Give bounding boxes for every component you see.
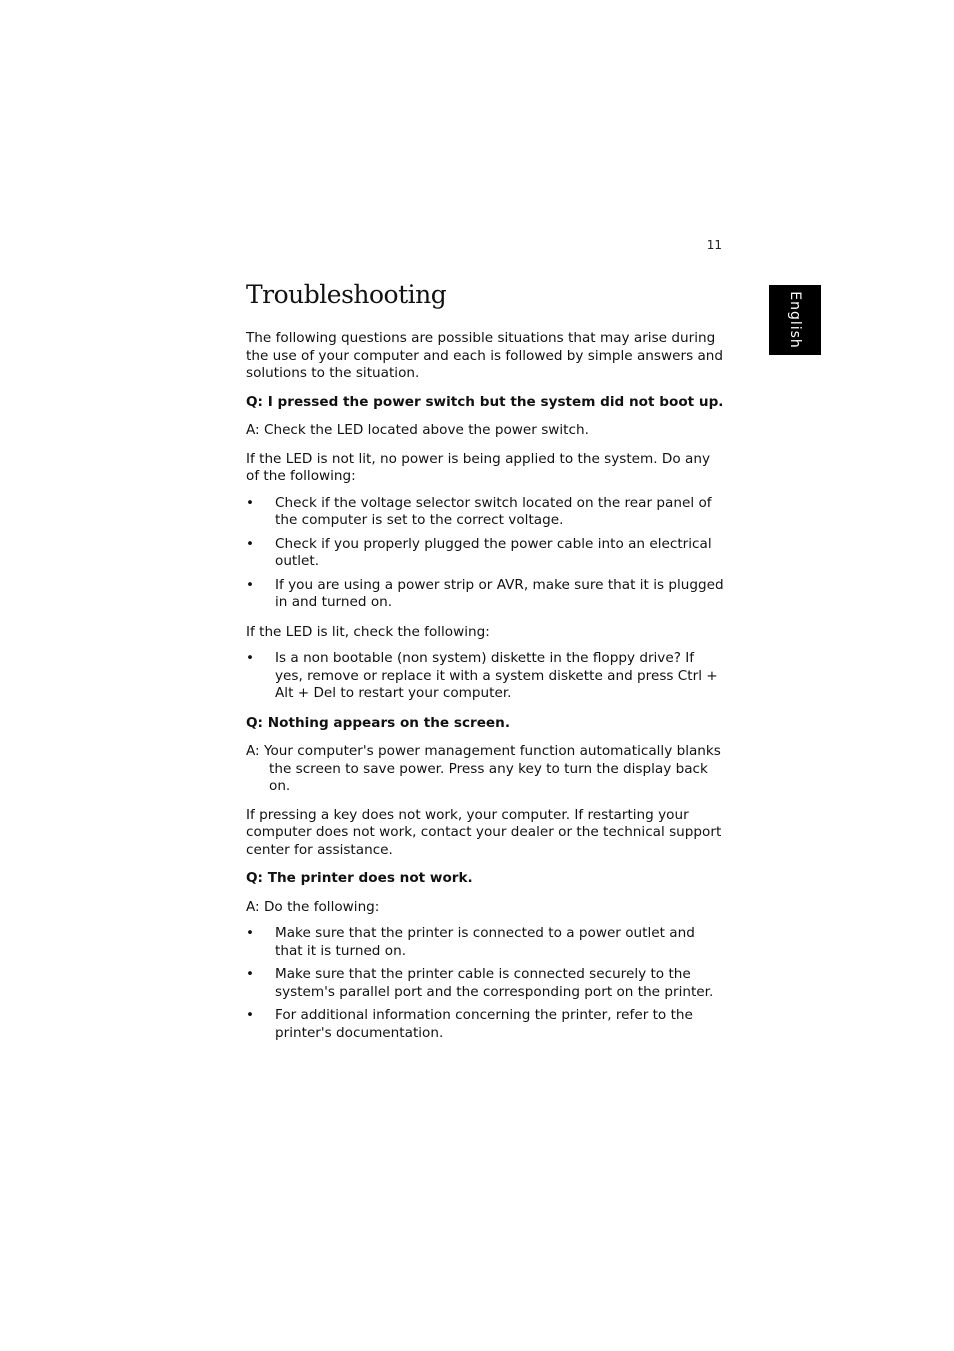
- page-number: 11: [706, 238, 722, 252]
- list-item: [246, 925, 724, 960]
- list-item-text: If you are using a power strip or AVR, make sure that it is plugged in and turned on.: [275, 576, 724, 610]
- list-item-text: For additional information concerning the printer, refer to the printer's documentation.: [275, 1007, 693, 1041]
- led-not-lit-list: [246, 495, 724, 612]
- list-item-text: Make sure that the printer cable is connected securely to the system's parallel port and the corresponding port on the printer.: [275, 966, 714, 1000]
- page-content: [246, 280, 724, 1054]
- list-item: [246, 1007, 724, 1042]
- list-item-text: Check if the voltage selector switch located on the rear panel of the computer is set to the correct voltage.: [275, 494, 712, 528]
- screen-followup: If pressing a key does not work, your computer. If restarting your computer does not work, contact your dealer or the technical support center for assistance.: [246, 806, 722, 858]
- bullet-icon: •: [246, 966, 255, 982]
- list-item: [246, 536, 724, 571]
- bullet-icon: •: [246, 1007, 255, 1023]
- bullet-icon: •: [246, 925, 255, 941]
- list-item: [246, 495, 724, 530]
- list-item: [246, 577, 724, 612]
- bullet-icon: •: [246, 535, 255, 552]
- question-printer: Q: The printer does not work.: [246, 870, 473, 886]
- question-screen: Q: Nothing appears on the screen.: [246, 714, 510, 731]
- led-not-lit-intro: If the LED is not lit, no power is being applied to the system. Do any of the following:: [246, 450, 711, 484]
- led-lit-intro: If the LED is lit, check the following:: [246, 623, 490, 640]
- list-item-text: Check if you properly plugged the power cable into an electrical outlet.: [275, 535, 712, 569]
- answer-printer: A: Do the following:: [246, 898, 380, 915]
- list-item-text: Make sure that the printer is connected to a power outlet and that it is turned on.: [275, 925, 695, 959]
- language-tab-label: English: [787, 291, 803, 349]
- answer-screen: A: Your computer's power management function automatically blanks the screen to save power. Press any key to turn the display back on.: [246, 743, 721, 794]
- question-boot: Q: I pressed the power switch but the system did not boot up.: [246, 393, 724, 410]
- answer-boot: A: Check the LED located above the power switch.: [246, 422, 589, 438]
- bullet-icon: •: [246, 576, 255, 593]
- printer-list: [246, 925, 724, 1042]
- bullet-icon: •: [246, 494, 255, 511]
- list-item-text: Is a non bootable (non system) diskette in the floppy drive? If yes, remove or replace it with a system diskette and press Ctrl + Alt + Del to restart your computer.: [275, 650, 718, 701]
- led-lit-list: [246, 650, 724, 703]
- list-item: [246, 966, 724, 1001]
- page-title: Troubleshooting: [246, 280, 447, 309]
- bullet-icon: •: [246, 650, 255, 666]
- language-tab: [769, 285, 821, 355]
- list-item: [246, 650, 724, 703]
- intro-paragraph: The following questions are possible situations that may arise during the use of your computer and each is followed by simple answers and solutions to the situation.: [246, 330, 724, 381]
